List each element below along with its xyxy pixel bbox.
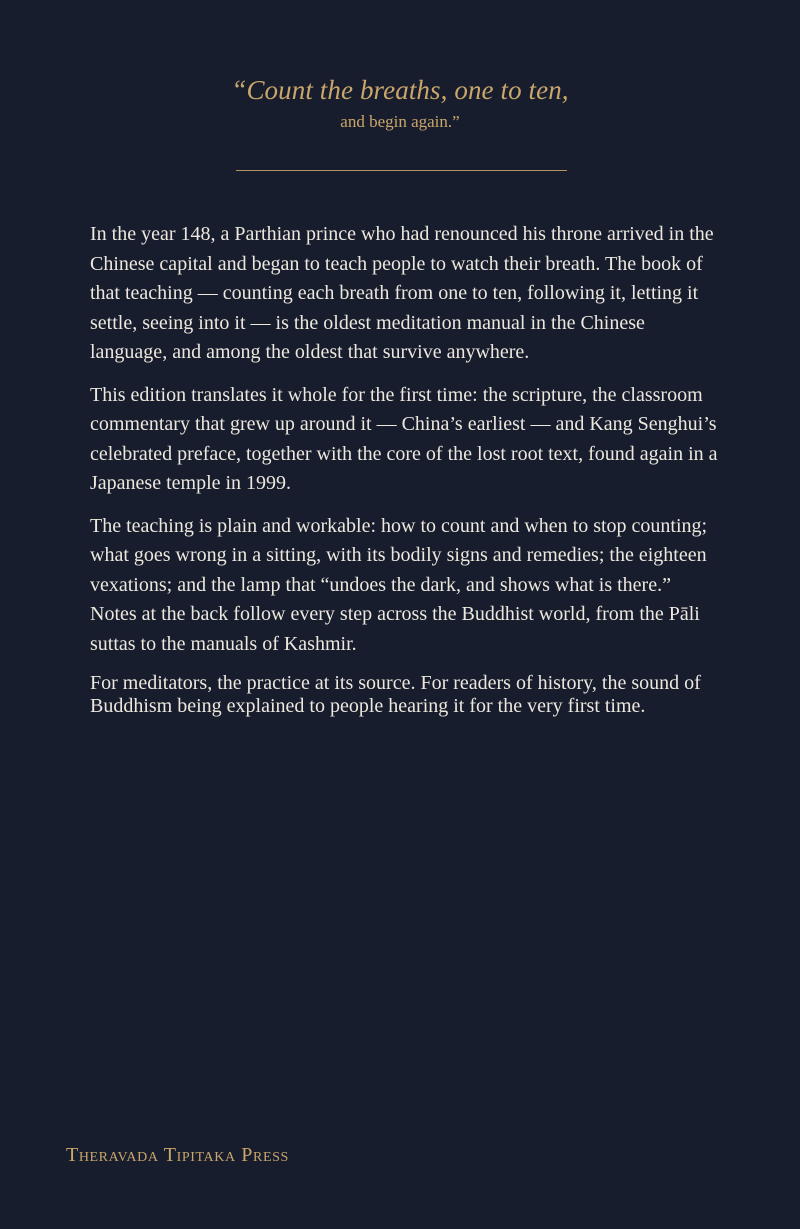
blurb-paragraph-4: For meditators, the practice at its source. For readers of history, the sound of Buddhism being explained to people hearing it for the very first time. (90, 672, 701, 717)
blurb-paragraph-3: The teaching is plain and workable: how to count and when to stop counting; what goes wrong in a sitting, with its bodily signs and remedies; the eighteen vexations; and the lamp that “undoes the dark, and shows what is there.” Notes at the back follow every step across the Buddhist world, from the Pāli suttas to the manuals of Kashmir. (90, 514, 708, 655)
blurb-paragraph-1: In the year 148, a Parthian prince who had renounced his throne arrived in the Chinese capital and began to teach people to watch their breath. The book of that teaching — counting each breath from one to ten, following it, letting it settle, seeing into it — is the oldest meditation manual in the Chinese language, and among the oldest that survive anywhere. (90, 223, 714, 363)
divider-rule (236, 170, 567, 171)
blurb-paragraph-2: This edition translates it whole for the first time: the scripture, the classroom commentary that grew up around it — China’s earliest — and Kang Senghui’s celebrated preface, together with the core of the lost root text, found again in a Japanese temple in 1999. (90, 383, 718, 494)
epigraph-line-2: and begin again.” (340, 112, 460, 131)
epigraph-line-1: “Count the breaths, one to ten, (231, 75, 569, 105)
back-cover-blurb (90, 220, 718, 731)
publisher-imprint: Theravada Tipitaka Press (66, 1144, 289, 1166)
